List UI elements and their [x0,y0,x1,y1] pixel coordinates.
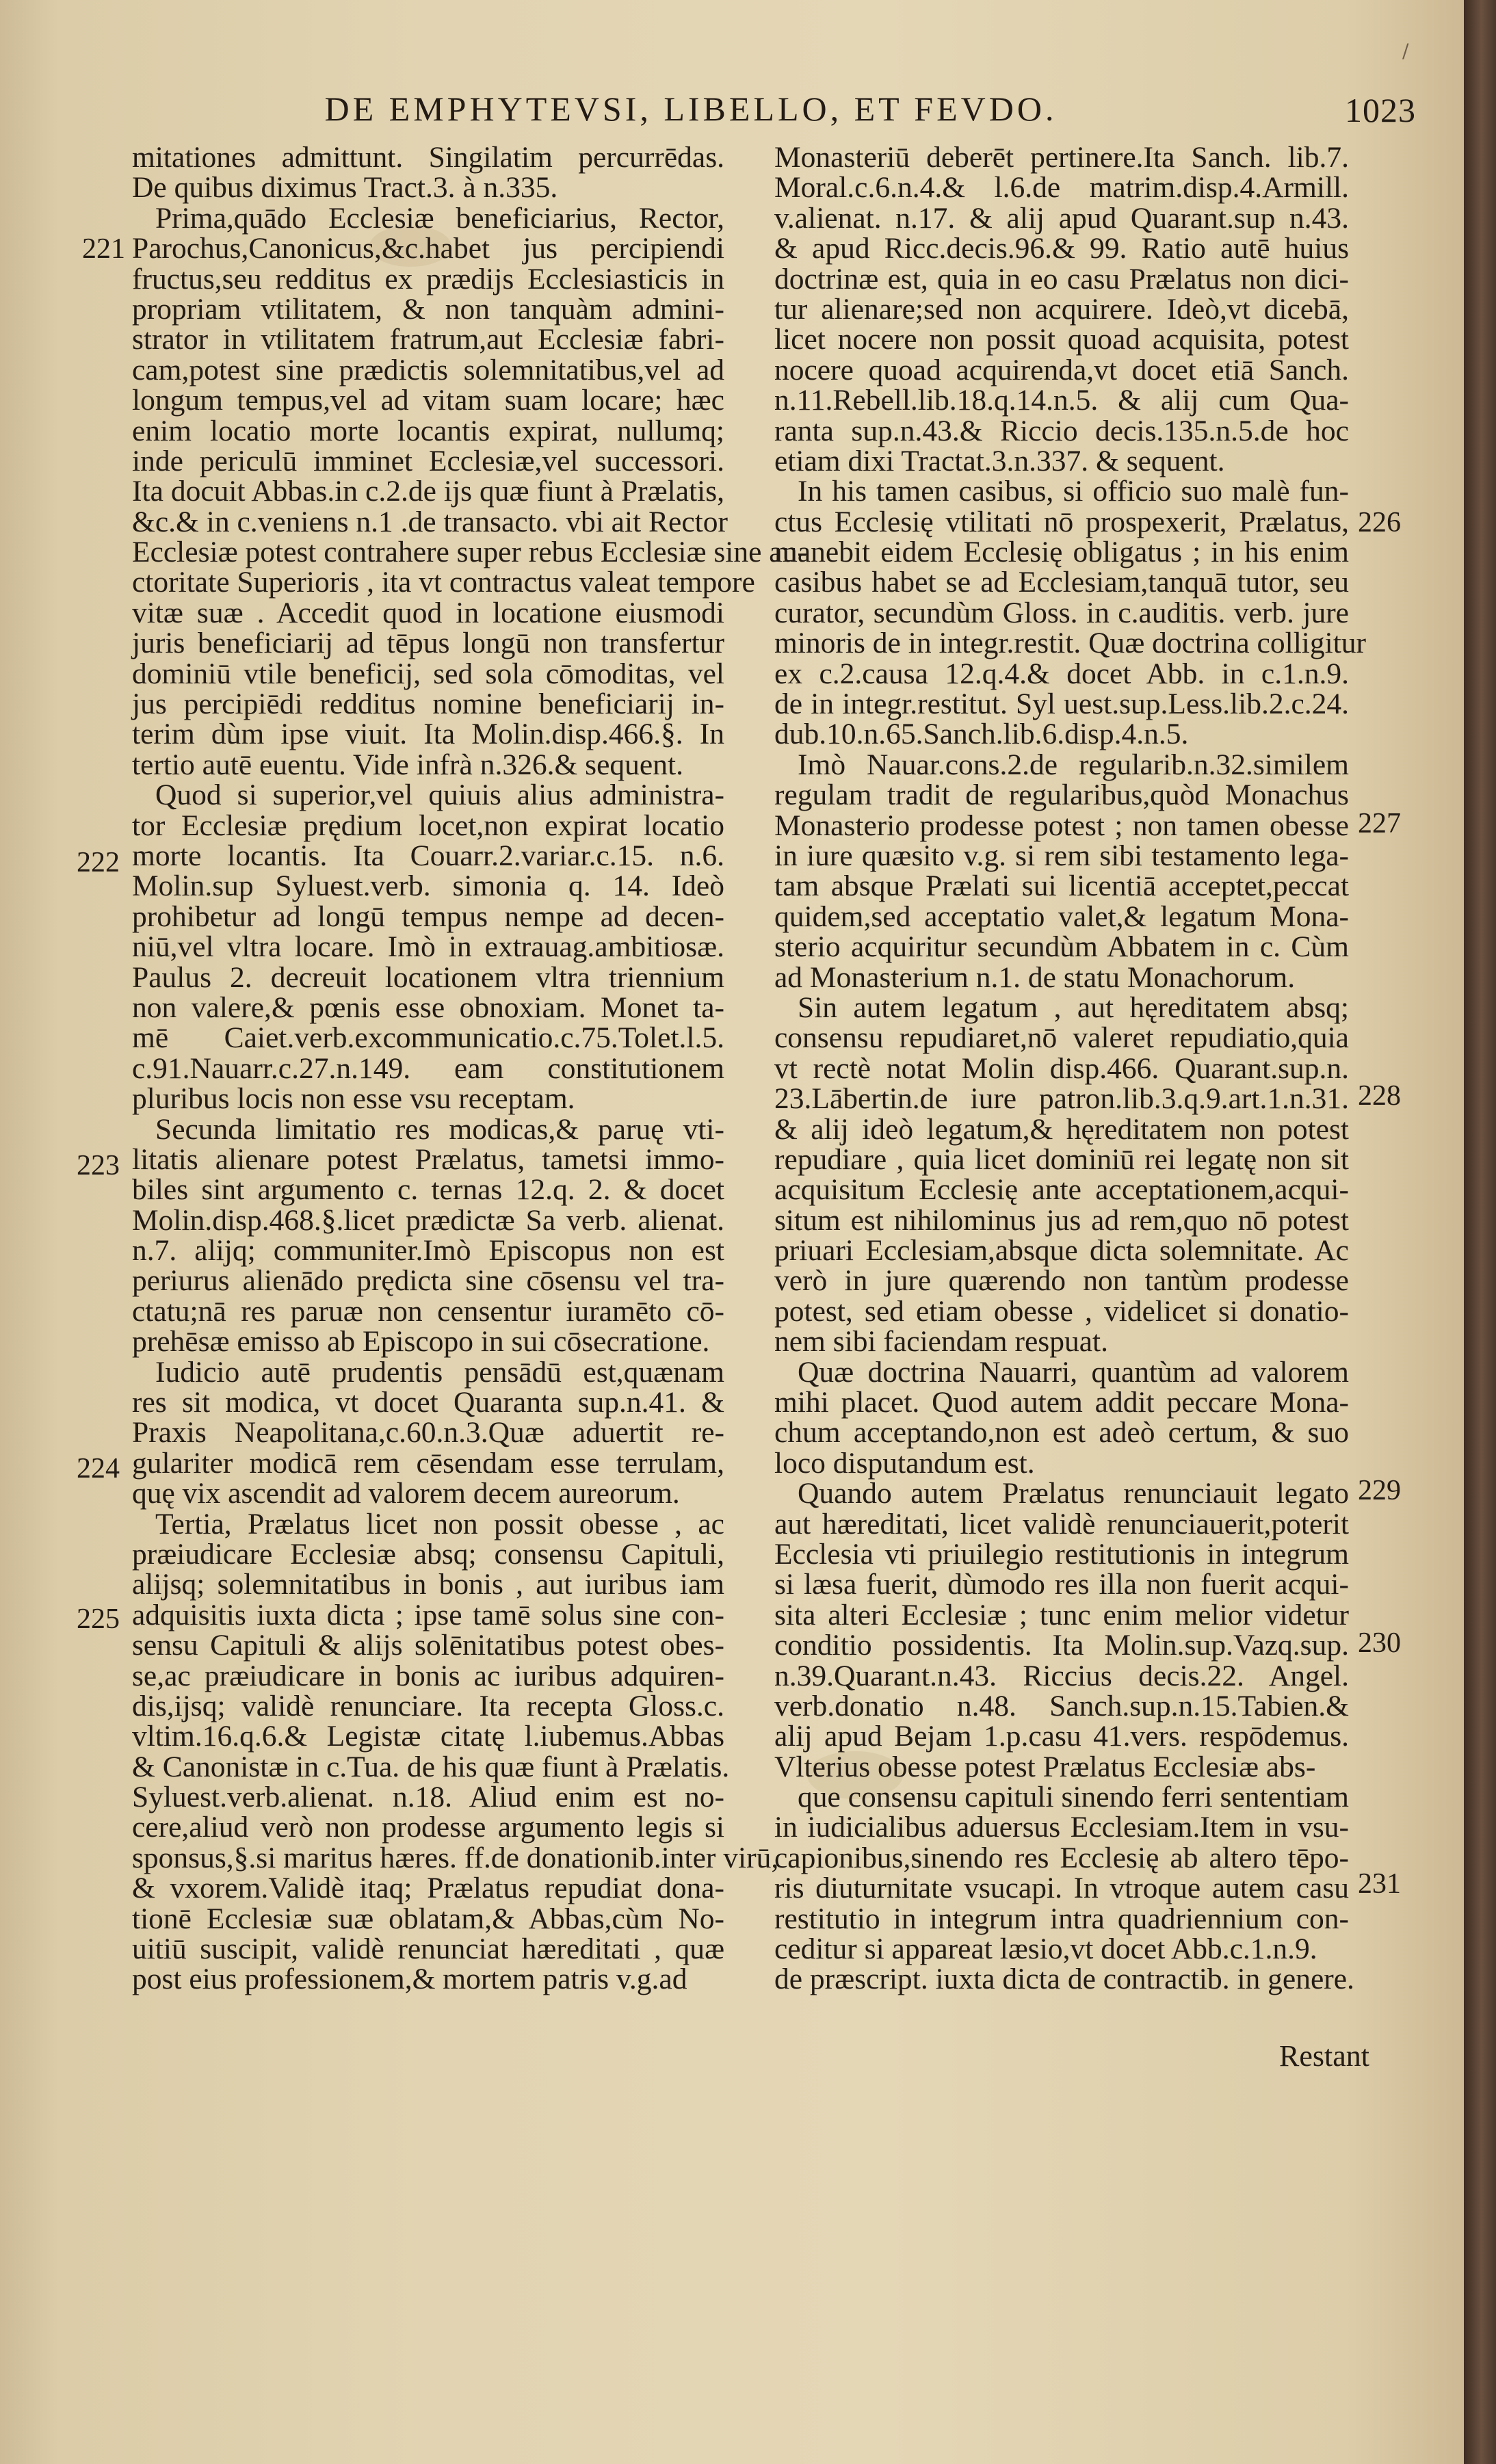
text-line: & Canonistæ in c.Tua. de his quæ fiunt à Prælatis. [132,1750,730,1783]
text-line: tur alienare;sed non acquirere. Ideò,vt dicebā, [774,292,1349,326]
margin-number: 226 [1358,507,1401,538]
margin-number: 225 [77,1603,120,1635]
text-line: doctrinæ est, quia in eo casu Prælatus non dici- [774,262,1349,296]
margin-number: 230 [1358,1627,1401,1659]
text-line: ranta sup.n.43.& Riccio decis.135.n.5.de hoc [774,414,1349,447]
running-title: DE EMPHYTEVSI, LIBELLO, ET FEVDO. [324,90,1058,128]
text-line: aut hæreditati, licet validè renunciauerit,poterit [774,1507,1349,1541]
text-line: manebit eidem Ecclesię obligatus ; in his enim [774,536,1349,569]
text-line: etiam dixi Tractat.3.n.337. & sequent. [774,444,1225,477]
text-line: n.39.Quarant.n.43. Riccius decis.22. Angel. [774,1659,1349,1692]
text-line: Ita docuit Abbas.in c.2.de ijs quæ fiunt à Prælatis, [132,475,724,508]
text-line: vitæ suæ . Accedit quod in locatione eiusmodi [132,596,724,629]
text-line: dominiū vtile beneficij, sed sola cōmoditas, vel [132,657,724,690]
text-line: inde periculū imminet Ecclesiæ,vel successori. [132,444,724,477]
text-line: ctus Ecclesię vtilitati nō prospexerit, Prælatus, [774,505,1349,538]
text-line: alij apud Bejam 1.p.casu 41.vers. respōdemus. [774,1720,1349,1753]
text-line: 23.Lābertin.de iure patron.lib.3.q.9.art.1.n.31. [774,1082,1349,1116]
text-line: prohibetur ad longū tempus nempe ad decen- [132,900,724,933]
text-line: post eius professionem,& mortem patris v.g.ad [132,1963,687,1996]
left-column [132,141,807,1996]
text-line: &c.& in c.veniens n.1 .de transacto. vbi ait Rector [132,505,728,538]
text-line: Prima,quādo Ecclesiæ beneficiarius, Rector, [155,201,724,235]
text-line: c.91.Nauarr.c.27.n.149. eam constitutionem [132,1051,724,1085]
margin-number: 221 [82,233,125,265]
text-line: n.7. alijq; communiter.Imò Episcopus non est [132,1234,724,1268]
text-line: Vlterius obesse potest Prælatus Ecclesiæ abs- [774,1750,1316,1783]
text-line: prehēsæ emisso ab Episcopo in sui cōsecratione. [132,1325,710,1359]
text-line: sponsus,§.si maritus hæres. ff.de donationib.inter virū, [132,1841,779,1874]
text-line: & vxorem.Validè itaq; Prælatus repudiat dona- [132,1872,724,1905]
text-line: niū,vel vltra locare. Imò in extrauag.ambitiosæ. [132,930,724,964]
text-line: cam,potest sine prædictis solemnitatibus,vel ad [132,353,724,386]
text-line: Quod si superior,vel quiuis alius administra- [155,778,724,812]
text-line: dis,ijsq; validè renunciare. Ita recepta Gloss.c. [132,1689,724,1722]
text-line: minoris de in integr.restit. Quæ doctrina colligitur [774,627,1367,660]
text-line: præiudicare Ecclesiæ absq; consensu Capituli, [132,1537,724,1571]
page-edge [1464,0,1496,2464]
text-line: strator in vtilitatem fratrum,aut Ecclesiæ fabri- [132,323,724,356]
text-line: curator, secundùm Gloss. in c.auditis. verb. jure [774,596,1349,629]
text-line: Sin autem legatum , aut hęreditatem absq; [798,991,1349,1024]
text-line: verb.donatio n.48. Sanch.sup.n.15.Tabien.& [774,1689,1349,1722]
text-line: Molin.sup Syluest.verb. simonia q. 14. Ideò [132,869,724,903]
text-line: ris diuturnitate vsucapi. In vtroque autem casu [774,1872,1349,1905]
text-line: morte locantis. Ita Couarr.2.variar.c.15. n.6. [132,839,724,872]
text-line: ceditur si appareat læsio,vt docet Abb.c.1.n.9. [774,1932,1317,1966]
text-line: chum acceptando,non est adeò certum, & suo [774,1416,1349,1450]
text-line: Syluest.verb.alienat. n.18. Aliud enim est no- [132,1781,724,1814]
text-line: Monasteriū deberēt pertinere.Ita Sanch. lib.7. [774,141,1349,174]
page-number: 1023 [1345,91,1416,129]
text-line: biles sint argumento c. ternas 12.q. 2. & docet [132,1173,724,1207]
text-line: repudiare , quia licet dominiū rei legatę non sit [774,1142,1349,1176]
text-line: alijsq; solemnitatibus in bonis , aut iuribus iam [132,1568,724,1601]
text-line: enim locatio morte locantis expirat, nullumq; [132,414,724,447]
corner-mark: / [1402,40,1409,62]
margin-number: 231 [1358,1868,1401,1900]
text-line: Tertia, Prælatus licet non possit obesse , ac [155,1507,724,1541]
text-line: mihi placet. Quod autem addit peccare Mona- [774,1386,1349,1419]
text-line: terim dùm ipse viuit. Ita Molin.disp.466.§. In [132,718,724,751]
text-line: gulariter modicā rem cēsendam esse terrulam, [132,1446,724,1480]
text-line: nem sibi faciendam respuat. [774,1325,1108,1359]
text-line: quidem,sed acceptatio valet,& legatum Mona- [774,900,1349,933]
text-line: Ecclesiæ potest contrahere super rebus Ecclesiæ sine au- [132,536,807,569]
text-line: ad Monasterium n.1. de statu Monachorum. [774,960,1296,994]
text-line: consensu repudiaret,nō valeret repudiatio,quia [774,1021,1349,1055]
text-line: sterio acquiritur secundùm Abbatem in c. Cùm [774,930,1349,964]
text-line: de præscript. iuxta dicta de contractib. in genere. [774,1963,1354,1996]
text-line: Monasterio prodesse potest ; non tamen obesse [774,809,1349,842]
text-line: sita alteri Ecclesiæ ; tunc enim melior videtur [774,1598,1349,1631]
margin-number: 229 [1358,1475,1401,1506]
text-line: n.11.Rebell.lib.18.q.14.n.5. & alij cum Qua- [774,384,1349,417]
text-line: sensu Capituli & alijs solēnitatibus potest obes- [132,1629,724,1662]
text-line: uitiū suscipit, validè renunciat hæreditati , quæ [132,1932,724,1966]
margin-number: 224 [77,1453,120,1484]
text-line: que consensu capituli sinendo ferri sententiam [798,1781,1349,1814]
text-line: situm est nihilominus jus ad rem,quo nō potest [774,1203,1349,1237]
text-line: Moral.c.6.n.4.& l.6.de matrim.disp.4.Armill. [774,171,1349,205]
text-line: fructus,seu redditus ex prædijs Ecclesiasticis in [132,262,724,296]
text-line: Iudicio autē prudentis pensādū est,quænam [155,1355,724,1389]
text-line: jus percipiēdi redditus nomine beneficiarij in- [132,687,724,721]
text-line: regulam tradit de regularibus,quòd Monachus [774,778,1349,812]
text-line: ex c.2.causa 12.q.4.& docet Abb. in c.1.n.9. [774,657,1349,690]
text-line: loco disputandum est. [774,1446,1035,1480]
text-line: adquisitis iuxta dicta ; ipse tamē solus sine con- [132,1598,724,1631]
text-line: ctoritate Superioris , ita vt contractus valeat tempore [132,566,755,599]
text-line: Ecclesia vti priuilegio restitutionis in integrum [774,1537,1349,1571]
text-line: quę vix ascendit ad valorem decem aureorum. [132,1477,680,1510]
margin-number: 227 [1358,808,1401,839]
text-line: in iudicialibus aduersus Ecclesiam.Item in vsu- [774,1811,1349,1844]
catchword: Restant [1279,2039,1369,2073]
margin-number: 223 [77,1150,120,1181]
text-line: juris beneficiarij ad tēpus longū non transfertur [132,627,724,660]
right-column [774,141,1367,1996]
text-line: longum tempus,vel ad vitam suam locare; hæc [132,384,724,417]
text-line: periurus alienādo prędicta sine cōsensu vel tra- [132,1264,724,1298]
text-line: ctatu;nā res paruæ non censentur iuramēto cō- [132,1294,724,1328]
text-line: acquisitum Ecclesię ante acceptationem,acqui- [774,1173,1349,1207]
text-line: priuari Ecclesiam,absque dicta solemnitate. Ac [774,1234,1349,1268]
text-line: res sit modica, vt docet Quaranta sup.n.41. & [132,1386,724,1419]
text-line: cere,aliud verò non prodesse argumento legis si [132,1811,724,1844]
text-line: Molin.disp.468.§.licet prædictæ Sa verb. alienat. [132,1203,724,1237]
text-line: capionibus,sinendo res Ecclesię ab altero tēpo- [774,1841,1349,1874]
text-line: Quæ doctrina Nauarri, quantùm ad valorem [798,1355,1349,1389]
text-line: vt rectè notat Molin disp.466. Quarant.sup.n. [774,1051,1349,1085]
text-line: tertio autē euentu. Vide infrà n.326.& sequent. [132,748,683,781]
text-line: pluribus locis non esse vsu receptam. [132,1082,575,1116]
text-line: casibus habet se ad Ecclesiam,tanquā tutor, seu [774,566,1349,599]
text-line: In his tamen casibus, si officio suo malè fun- [798,475,1349,508]
text-line: licet nocere non possit quoad acquisita, potest [774,323,1349,356]
text-line: tor Ecclesiæ prędium locet,non expirat locatio [132,809,724,842]
text-line: de in integr.restitut. Syl uest.sup.Less.lib.2.c.24. [774,687,1349,721]
text-line: De quibus diximus Tract.3. à n.335. [132,171,558,205]
text-line: & alij ideò legatum,& hęreditatem non potest [774,1112,1349,1146]
text-line: Praxis Neapolitana,c.60.n.3.Quæ aduertit re- [132,1416,724,1450]
text-line: nocere quoad acquirenda,vt docet etiā Sanch. [774,353,1349,386]
text-line: Parochus,Canonicus,&c.habet jus percipiendi [132,232,724,265]
text-line: verò in jure quærendo non tantùm prodesse [774,1264,1349,1298]
text-line: non valere,& pœnis esse obnoxiam. Monet ta- [132,991,724,1024]
text-line: si læsa fuerit, dùmodo res illa non fuerit acqui- [774,1568,1349,1601]
margin-number: 228 [1358,1080,1401,1112]
text-line: & apud Ricc.decis.96.& 99. Ratio autē huius [774,232,1349,265]
text-line: mē Caiet.verb.excommunicatio.c.75.Tolet.l.5. [132,1021,724,1055]
text-line: in iure quæsito v.g. si rem sibi testamento lega- [774,839,1349,872]
text-line: Imò Nauar.cons.2.de regularib.n.32.similem [798,748,1349,781]
running-head [171,89,1416,137]
text-line: Secunda limitatio res modicas,& paruę vti- [155,1112,724,1146]
text-line: tam absque Prælati sui licentiā acceptet,peccat [774,869,1349,903]
text-line: Quando autem Prælatus renunciauit legato [798,1477,1349,1510]
text-line: Paulus 2. decreuit locationem vltra triennium [132,960,724,994]
margin-number: 222 [77,847,120,878]
text-line: dub.10.n.65.Sanch.lib.6.disp.4.n.5. [774,718,1189,751]
text-line: se,ac præiudicare in bonis ac iuribus adquiren- [132,1659,724,1692]
text-line: potest, sed etiam obesse , videlicet si donatio- [774,1294,1349,1328]
text-line: litatis alienare potest Prælatus, tametsi immo- [132,1142,724,1176]
text-line: conditio possidentis. Ita Molin.sup.Vazq.sup. [774,1629,1349,1662]
text-line: propriam vtilitatem, & non tanquàm admini- [132,292,724,326]
text-line: mitationes admittunt. Singilatim percurrēdas. [132,141,724,174]
text-line: restitutio in integrum intra quadriennium con- [774,1902,1349,1935]
text-line: vltim.16.q.6.& Legistæ citatę l.iubemus.Abbas [132,1720,724,1753]
text-line: tionē Ecclesiæ suæ oblatam,& Abbas,cùm No- [132,1902,724,1935]
text-line: v.alienat. n.17. & alij apud Quarant.sup n.43. [774,201,1349,235]
